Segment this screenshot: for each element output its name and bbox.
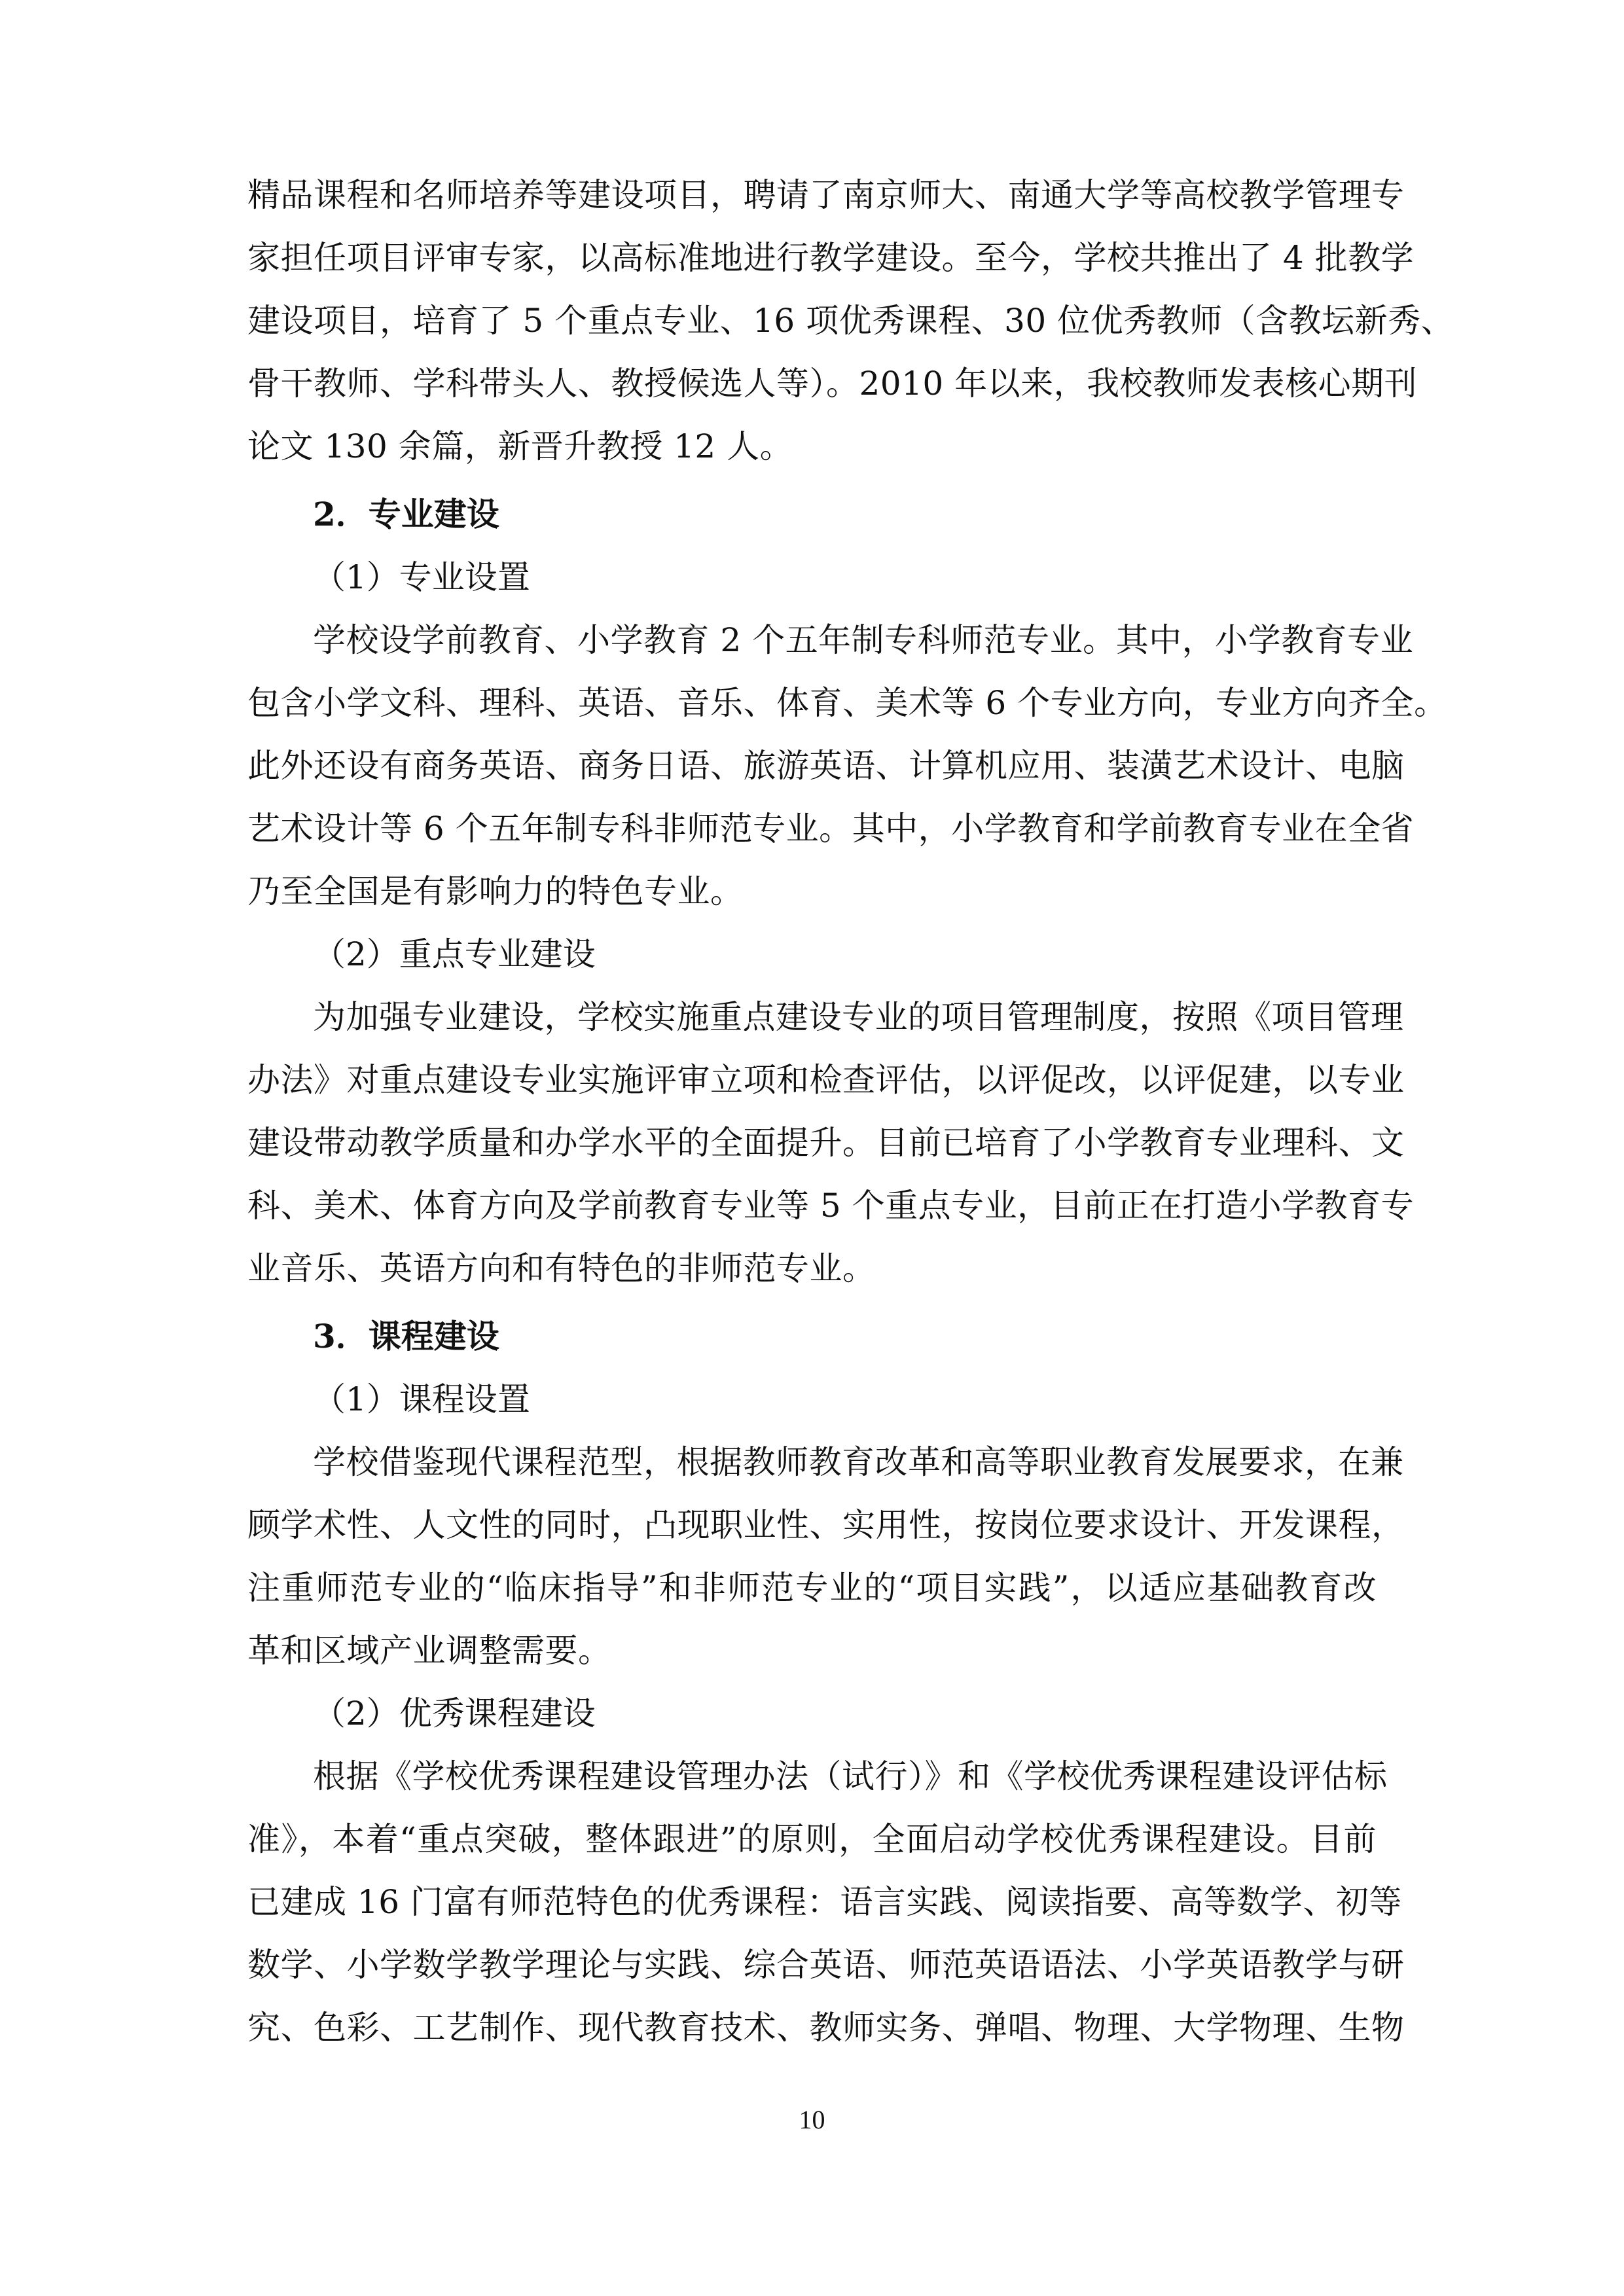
text-line: 注重师范专业的“临床指导”和非师范专业的“项目实践”，以适应基础教育改 — [247, 1569, 1377, 1607]
text-line: 建设带动教学质量和办学水平的全面提升。目前已培育了小学教育专业理科、文 — [247, 1124, 1405, 1162]
text-line: 已建成 16 门富有师范特色的优秀课程：语言实践、阅读指要、高等数学、初等 — [247, 1883, 1402, 1921]
text-line: 家担任项目评审专家，以高标准地进行教学建设。至今，学校共推出了 4 批教学 — [247, 239, 1415, 277]
text-line: 根据《学校优秀课程建设管理办法（试行）》和《学校优秀课程建设评估标 — [313, 1757, 1388, 1795]
text-line: 办法》对重点建设专业实施评审立项和检查评估，以评促改，以评促建，以专业 — [247, 1061, 1405, 1099]
text-line: 精品课程和名师培养等建设项目，聘请了南京师大、南通大学等高校教学管理专 — [247, 176, 1405, 214]
text-line: 科、美术、体育方向及学前教育专业等 5 个重点专业，目前正在打造小学教育专 — [247, 1187, 1415, 1225]
subsection-title: （1）专业设置 — [313, 558, 530, 596]
paragraph — [247, 1745, 1405, 2059]
text-line: 顾学术性、人文性的同时，凸现职业性、实用性，按岗位要求设计、开发课程， — [247, 1506, 1405, 1544]
text-line: 此外还设有商务英语、商务日语、旅游英语、计算机应用、装潢艺术设计、电脑 — [247, 747, 1405, 785]
text-line: 论文 130 余篇，新晋升教授 12 人。 — [247, 427, 793, 465]
paragraph — [247, 986, 1415, 1300]
text-line: 乃至全国是有影响力的特色专业。 — [247, 872, 744, 910]
text-line: 建设项目，培育了 5 个重点专业、16 项优秀课程、30 位优秀教师（含教坛新秀、 — [247, 302, 1454, 340]
text-line: 革和区域产业调整需要。 — [247, 1632, 611, 1670]
text-line: 数学、小学数学教学理论与实践、综合英语、师范英语语法、小学英语教学与研 — [247, 1946, 1405, 1984]
text-line: 为加强专业建设，学校实施重点建设专业的项目管理制度，按照《项目管理 — [313, 998, 1404, 1036]
subsection-title: （2）优秀课程建设 — [313, 1695, 596, 1732]
text-line: 准》，本着“重点突破，整体跟进”的原则，全面启动学校优秀课程建设。目前 — [247, 1820, 1377, 1858]
text-line: 艺术设计等 6 个五年制专科非师范专业。其中，小学教育和学前教育专业在全省 — [247, 810, 1415, 848]
text-line: 业音乐、英语方向和有特色的非师范专业。 — [247, 1249, 876, 1287]
subsection-title: （1）课程设置 — [313, 1380, 530, 1418]
intro-paragraph — [247, 164, 1454, 478]
section-heading: 3．课程建设 — [313, 1317, 499, 1355]
text-line: 学校借鉴现代课程范型，根据教师教育改革和高等职业教育发展要求，在兼 — [313, 1443, 1404, 1481]
paragraph — [247, 1431, 1405, 1682]
paragraph — [247, 609, 1447, 923]
text-line: 骨干教师、学科带头人、教授候选人等）。2010 年以来，我校教师发表核心期刊 — [247, 365, 1418, 403]
text-line: 究、色彩、工艺制作、现代教育技术、教师实务、弹唱、物理、大学物理、生物 — [247, 2009, 1405, 2047]
text-line: 学校设学前教育、小学教育 2 个五年制专科师范专业。其中，小学教育专业 — [313, 621, 1414, 659]
section-heading: 2．专业建设 — [313, 495, 499, 533]
document-body — [247, 164, 1454, 2059]
text-line: 包含小学文科、理科、英语、音乐、体育、美术等 6 个专业方向，专业方向齐全。 — [247, 684, 1447, 722]
page-number: 10 — [799, 2105, 825, 2134]
subsection-title: （2）重点专业建设 — [313, 935, 596, 973]
